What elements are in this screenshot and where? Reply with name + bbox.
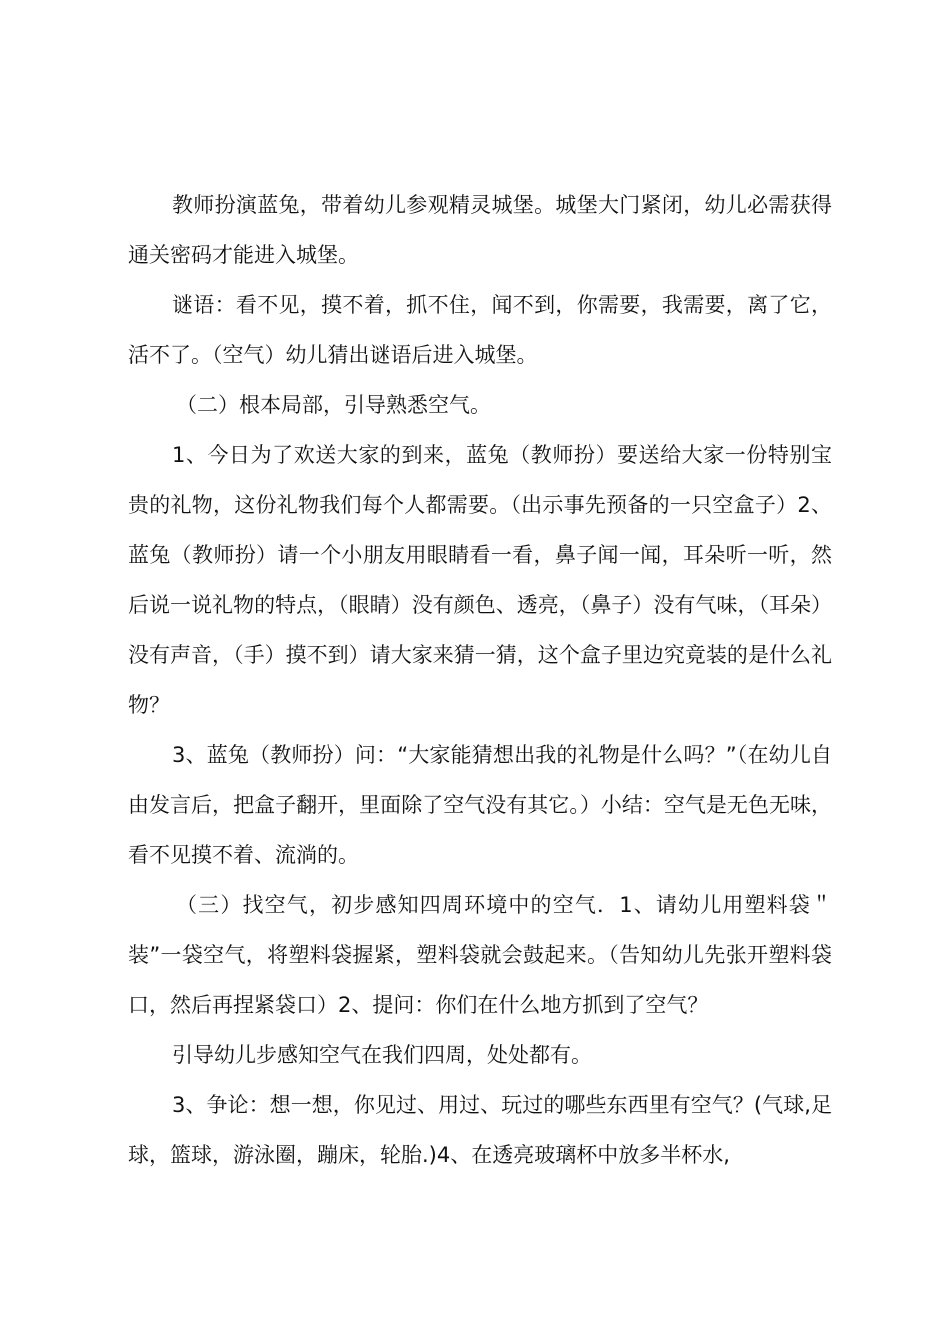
section-heading-2: （二）根本局部，引导熟悉空气。 — [176, 393, 491, 417]
paragraph-gift: 1、今日为了欢送大家的到来，蓝兔（教师扮）要送给大家一份特别宝贵的礼物，这份礼物我们每个人都需要。（出示事先预备的一只空盒子）2、蓝兔（教师扮）请一个小朋友用眼睛看一看，鼻子闻一闻，耳朵听一听，然后说一说礼物的特点，（眼睛）没有颜色、透亮，（鼻子）没有气味，（耳朵）没有声音，（手）摸不到）请大家来猜一猜，这个盒子里边究竟装的是什么礼物？ — [128, 443, 832, 717]
paragraph-riddle: 谜语：看不见，摸不着，抓不住，闻不到，你需要，我需要，离了它，活不了。（空气）幼儿猜出谜语后进入城堡。 — [128, 293, 832, 367]
section-heading-3: （三）找空气，初步感知四周环境中的空气．1、请幼儿用塑料袋＂装”一袋空气，将塑料袋握紧，塑料袋就会鼓起来。（告知幼儿先张开塑料袋口，然后再捏紧袋口）2、提问：你们在什么地方抓到了空气？ — [128, 893, 832, 1017]
paragraph-question: 3、蓝兔（教师扮）问：“大家能猜想出我的礼物是什么吗？”（在幼儿自由发言后，把盒子翻开，里面除了空气没有其它。）小结：空气是无色无味，看不见摸不着、流淌的。 — [128, 743, 832, 867]
paragraph-discussion: 3、争论：想一想，你见过、用过、玩过的哪些东西里有空气？(气球,足球，篮球，游泳圈，蹦床，轮胎.)4、在透亮玻璃杯中放多半杯水, — [128, 1093, 832, 1167]
paragraph-guide: 引导幼儿步感知空气在我们四周，处处都有。 — [172, 1043, 592, 1067]
paragraph-intro: 教师扮演蓝兔，带着幼儿参观精灵城堡。城堡大门紧闭，幼儿必需获得通关密码才能进入城堡。 — [128, 193, 832, 267]
document-body — [128, 180, 832, 1180]
